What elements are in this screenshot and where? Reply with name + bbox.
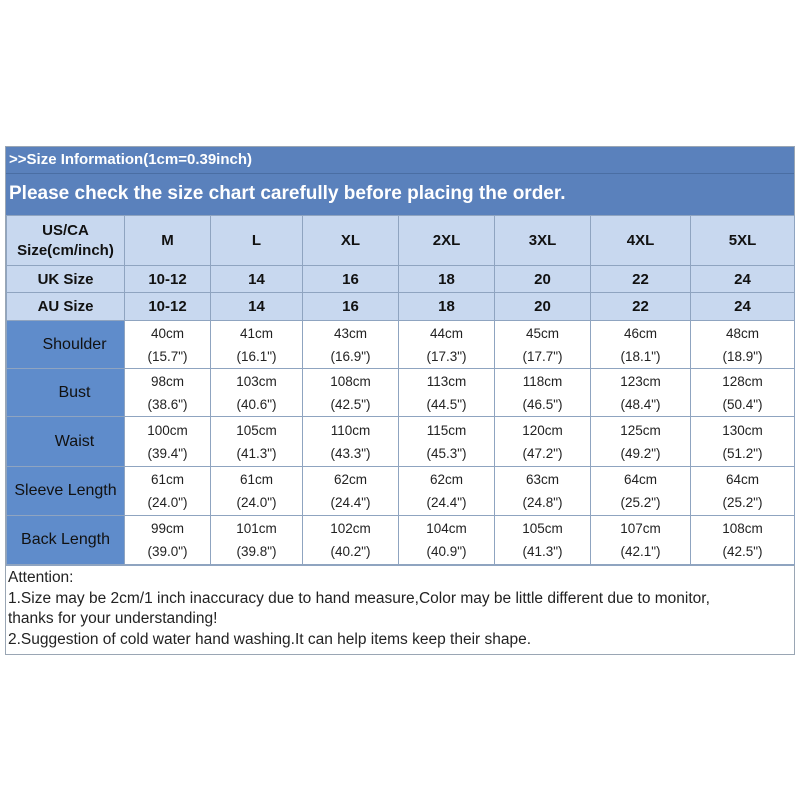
size-cell: 5XL [691,216,795,266]
cm-value: 61cm [239,472,273,487]
sleeve-length-label: Sleeve Length [7,467,125,516]
measure-cell [591,321,691,369]
measure-cell [211,516,303,565]
inch-value: (44.5") [426,396,467,412]
measure-cell [591,369,691,417]
cm-value: 125cm [620,422,661,438]
cm-value: 105cm [236,422,277,438]
cm-value: 40cm [150,325,184,341]
measure-cell [691,417,795,467]
cm-value: 103cm [236,373,277,389]
size-cell: 22 [591,266,691,293]
inch-value: (42.1") [620,544,661,559]
notes-heading: Attention: [8,569,74,586]
sleeve-length-row [7,467,795,516]
measure-cell [399,369,495,417]
size-table [6,215,795,565]
cm-value: 104cm [426,521,467,536]
inch-value: (25.2") [722,495,763,510]
inch-value: (24.0") [147,495,188,510]
measure-cell [399,516,495,565]
bust-label: Bust [7,369,125,417]
inch-value: (46.5") [522,396,563,412]
cm-value: 48cm [725,325,759,341]
measure-cell [303,417,399,467]
measure-cell [399,417,495,467]
measure-cell [211,467,303,516]
cm-value: 118cm [522,373,563,389]
attention-notes [6,565,794,654]
shoulder-label: Shoulder [7,321,125,369]
measure-cell [303,369,399,417]
cm-value: 128cm [722,373,763,389]
inch-value: (39.4") [147,445,188,461]
inch-value: (51.2") [722,445,763,461]
inch-value: (42.5") [722,544,763,559]
measure-cell [691,369,795,417]
cm-value: 105cm [522,521,563,536]
shoulder-row [7,321,795,369]
inch-value: (16.1") [236,348,277,364]
size-cell: XL [303,216,399,266]
size-cell: 10-12 [125,266,211,293]
size-info-subtitle: Please check the size chart carefully before placing the order. [6,174,794,215]
cm-value: 41cm [239,325,273,341]
measure-cell [399,321,495,369]
inch-value: (43.3") [330,445,371,461]
measure-cell [591,417,691,467]
us-size-label-line1: US/CA [42,221,89,239]
inch-value: (24.8") [522,495,563,510]
measure-cell [399,467,495,516]
cm-value: 110cm [330,422,371,438]
measure-cell [211,321,303,369]
waist-row [7,417,795,467]
measure-cell [591,516,691,565]
inch-value: (45.3") [426,445,467,461]
us-size-row [7,216,795,266]
inch-value: (42.5") [330,396,371,412]
measure-cell [495,369,591,417]
cm-value: 98cm [150,373,184,389]
size-cell: 20 [495,266,591,293]
cm-value: 108cm [330,373,371,389]
inch-value: (49.2") [620,445,661,461]
cm-value: 123cm [620,373,661,389]
inch-value: (15.7") [147,348,188,364]
cm-value: 43cm [333,325,367,341]
inch-value: (17.3") [426,348,467,364]
inch-value: (18.9") [722,348,763,364]
inch-value: (41.3") [522,544,563,559]
size-cell: 24 [691,293,795,321]
measure-cell [495,417,591,467]
size-cell: 2XL [399,216,495,266]
inch-value: (40.6") [236,396,277,412]
measure-cell [591,467,691,516]
waist-label: Waist [7,417,125,467]
inch-value: (16.9") [330,348,371,364]
size-cell: 22 [591,293,691,321]
au-size-row [7,293,795,321]
cm-value: 115cm [426,422,467,438]
size-cell: 16 [303,293,399,321]
note-line-2: thanks for your understanding! [8,610,218,627]
back-length-label: Back Length [7,516,125,565]
measure-cell [691,321,795,369]
cm-value: 102cm [330,521,371,536]
size-cell: 14 [211,293,303,321]
inch-value: (40.9") [426,544,467,559]
cm-value: 99cm [150,521,184,536]
inch-value: (39.0") [147,544,188,559]
us-size-label-line2: Size(cm/inch) [17,241,114,259]
measure-cell [303,321,399,369]
inch-value: (40.2") [330,544,371,559]
measure-cell [125,417,211,467]
size-cell: 18 [399,266,495,293]
size-cell: 10-12 [125,293,211,321]
inch-value: (38.6") [147,396,188,412]
cm-value: 62cm [429,472,463,487]
measure-cell [211,417,303,467]
measure-cell [125,369,211,417]
cm-value: 63cm [525,472,559,487]
size-cell: 20 [495,293,591,321]
cm-value: 64cm [725,472,759,487]
back-length-row [7,516,795,565]
measure-cell [303,516,399,565]
inch-value: (48.4") [620,396,661,412]
size-info-title: >>Size Information(1cm=0.39inch) [6,147,794,174]
note-line-3: 2.Suggestion of cold water hand washing.It can help items keep their shape. [8,630,532,648]
size-cell: 14 [211,266,303,293]
cm-value: 61cm [150,472,184,487]
bust-row [7,369,795,417]
size-cell: 3XL [495,216,591,266]
note-line-1: 1.Size may be 2cm/1 inch inaccuracy due to hand measure,Color may be little different due to monitor, [8,589,710,607]
size-cell: 16 [303,266,399,293]
inch-value: (17.7") [522,348,563,364]
size-cell: L [211,216,303,266]
cm-value: 130cm [722,422,763,438]
cm-value: 100cm [147,422,188,438]
inch-value: (39.8") [236,544,277,559]
inch-value: (24.4") [426,495,467,510]
measure-cell [125,467,211,516]
cm-value: 107cm [620,521,661,536]
measure-cell [495,467,591,516]
au-size-label: AU Size [7,293,125,321]
us-size-label [7,216,125,266]
size-cell: M [125,216,211,266]
measure-cell [125,516,211,565]
size-cell: 18 [399,293,495,321]
measure-cell [211,369,303,417]
cm-value: 113cm [426,373,467,389]
measure-cell [303,467,399,516]
inch-value: (18.1") [620,348,661,364]
cm-value: 46cm [623,325,657,341]
cm-value: 64cm [623,472,657,487]
inch-value: (25.2") [620,495,661,510]
uk-size-label: UK Size [7,266,125,293]
inch-value: (41.3") [236,445,277,461]
size-cell: 24 [691,266,795,293]
cm-value: 44cm [429,325,463,341]
measure-cell [691,516,795,565]
measure-cell [495,321,591,369]
size-chart [5,146,795,655]
inch-value: (24.0") [236,495,277,510]
size-cell: 4XL [591,216,691,266]
uk-size-row [7,266,795,293]
cm-value: 62cm [333,472,367,487]
measure-cell [495,516,591,565]
cm-value: 108cm [722,521,763,536]
measure-cell [691,467,795,516]
inch-value: (24.4") [330,495,371,510]
cm-value: 120cm [522,422,563,438]
cm-value: 45cm [525,325,559,341]
measure-cell [125,321,211,369]
cm-value: 101cm [236,521,277,536]
inch-value: (47.2") [522,445,563,461]
inch-value: (50.4") [722,396,763,412]
